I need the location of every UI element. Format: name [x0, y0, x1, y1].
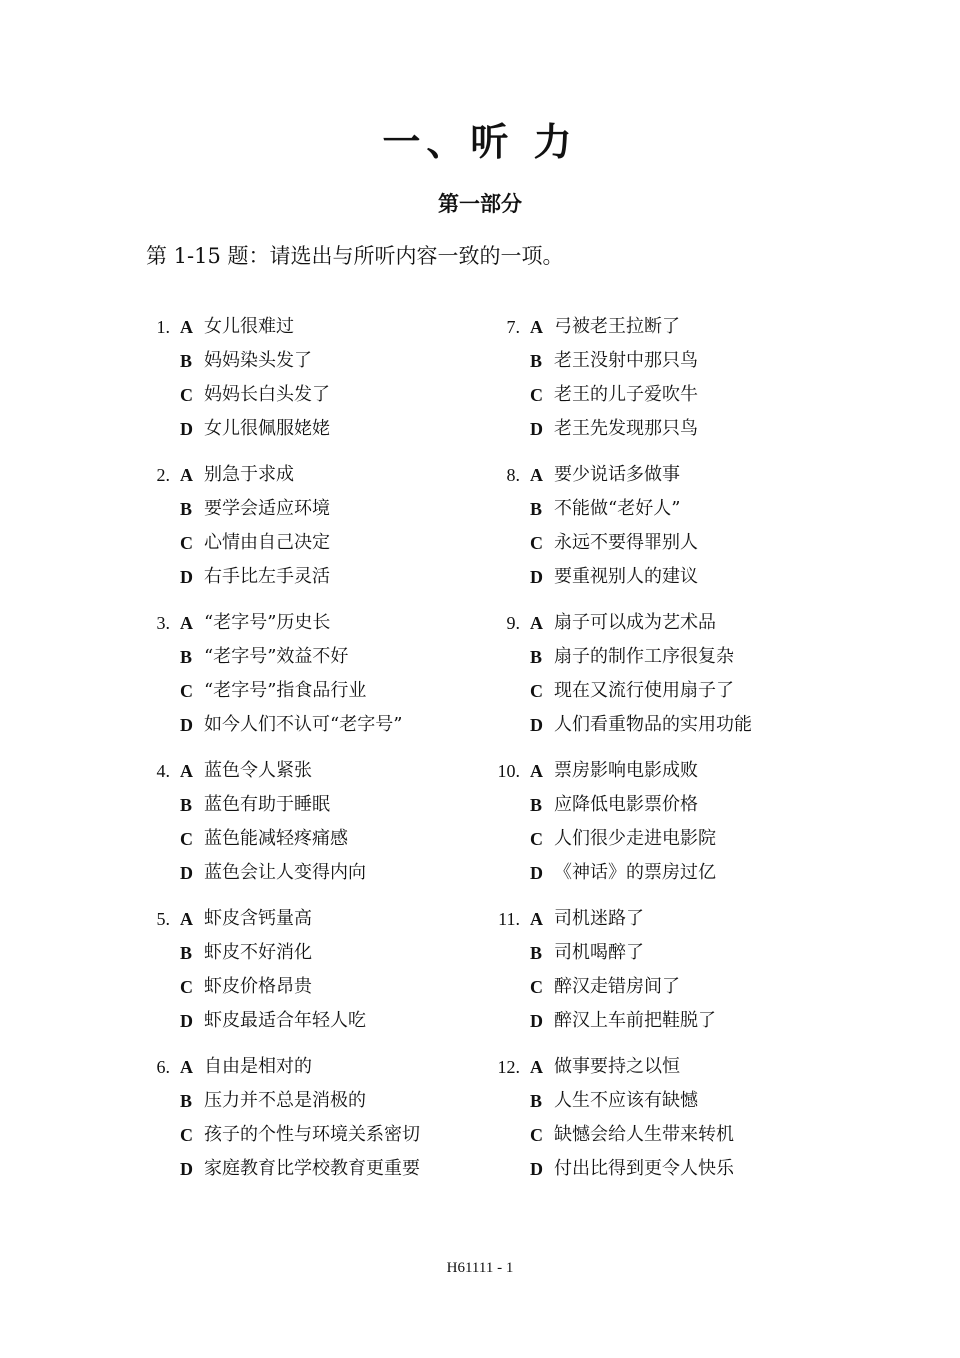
answer-option — [140, 1004, 500, 1038]
option-letter: B — [180, 943, 193, 963]
option-letter: D — [530, 1011, 543, 1031]
option-text: 票房影响电影成败 — [554, 760, 698, 781]
option-letter: B — [180, 499, 193, 519]
answer-option — [490, 1118, 850, 1152]
option-text: 蓝色令人紧张 — [204, 760, 312, 781]
answer-option — [490, 526, 850, 560]
answer-option — [490, 674, 850, 708]
answer-option — [140, 310, 500, 344]
answer-option — [140, 378, 500, 412]
option-text: “老字号”指食品行业 — [204, 680, 367, 701]
option-letter: B — [180, 1091, 193, 1111]
answer-option — [140, 526, 500, 560]
option-text: 女儿很难过 — [204, 316, 294, 337]
answer-option — [490, 754, 850, 788]
option-text: 应降低电影票价格 — [554, 794, 698, 815]
option-letter: B — [180, 351, 193, 371]
option-text: 心情由自己决定 — [204, 532, 330, 553]
option-letter: C — [530, 533, 543, 553]
question-item — [140, 458, 500, 606]
answer-option — [490, 344, 850, 378]
option-text: 要少说话多做事 — [554, 464, 680, 485]
option-text: 人生不应该有缺憾 — [554, 1090, 698, 1111]
answer-option — [140, 902, 500, 936]
answer-option — [140, 1118, 500, 1152]
answer-option — [140, 344, 500, 378]
answer-option — [140, 458, 500, 492]
option-text: 压力并不总是消极的 — [204, 1090, 366, 1111]
option-letter: C — [180, 533, 193, 553]
option-letter: A — [180, 465, 193, 485]
option-text: 妈妈染头发了 — [204, 350, 312, 371]
question-number: 9. — [506, 613, 520, 633]
option-letter: A — [180, 613, 193, 633]
option-text: 醉汉走错房间了 — [554, 976, 680, 997]
question-item — [490, 606, 850, 754]
option-text: 缺憾会给人生带来转机 — [554, 1124, 734, 1145]
option-letter: D — [530, 1159, 543, 1179]
option-letter: C — [530, 681, 543, 701]
option-text: 《神话》的票房过亿 — [554, 862, 716, 883]
option-letter: B — [180, 647, 193, 667]
option-letter: C — [180, 681, 193, 701]
option-letter: A — [530, 761, 543, 781]
option-text: 孩子的个性与环境关系密切 — [204, 1124, 420, 1145]
option-text: 老王先发现那只鸟 — [554, 418, 698, 439]
answer-option — [140, 708, 500, 742]
option-letter: D — [180, 863, 193, 883]
option-letter: B — [530, 647, 543, 667]
option-text: 别急于求成 — [204, 464, 294, 485]
question-item — [490, 458, 850, 606]
question-number: 5. — [156, 909, 170, 929]
option-text: 女儿很佩服姥姥 — [204, 418, 330, 439]
option-text: 蓝色有助于睡眠 — [204, 794, 330, 815]
option-text: 虾皮价格昂贵 — [204, 976, 312, 997]
option-text: 要学会适应环境 — [204, 498, 330, 519]
answer-option — [140, 1152, 500, 1186]
answer-option — [490, 1084, 850, 1118]
answer-option — [490, 606, 850, 640]
option-letter: D — [180, 1011, 193, 1031]
option-letter: D — [530, 419, 543, 439]
option-letter: B — [180, 795, 193, 815]
answer-option — [490, 310, 850, 344]
question-item — [140, 902, 500, 1050]
option-text: 虾皮不好消化 — [204, 942, 312, 963]
answer-option — [140, 936, 500, 970]
option-letter: D — [180, 567, 193, 587]
answer-option — [490, 708, 850, 742]
question-item — [140, 606, 500, 754]
option-letter: A — [530, 1057, 543, 1077]
answer-option — [140, 970, 500, 1004]
question-number: 8. — [506, 465, 520, 485]
question-item — [140, 1050, 500, 1198]
option-letter: C — [180, 977, 193, 997]
option-text: 扇子的制作工序很复杂 — [554, 646, 734, 667]
answer-option — [140, 412, 500, 446]
section-title: 一、听 力 — [382, 119, 578, 164]
question-number: 11. — [498, 909, 520, 929]
question-item — [490, 754, 850, 902]
option-text: 右手比左手灵活 — [204, 566, 330, 587]
option-text: 弓被老王拉断了 — [554, 316, 680, 337]
answer-option — [140, 674, 500, 708]
option-letter: D — [530, 715, 543, 735]
option-text: 蓝色会让人变得内向 — [204, 862, 366, 883]
question-number: 10. — [497, 761, 520, 781]
option-text: “老字号”历史长 — [204, 612, 331, 633]
option-text: 人们很少走进电影院 — [554, 828, 716, 849]
answer-option — [490, 970, 850, 1004]
option-letter: B — [530, 499, 543, 519]
option-text: “老字号”效益不好 — [204, 646, 349, 667]
answer-option — [490, 1050, 850, 1084]
answer-option — [140, 1050, 500, 1084]
answer-option — [140, 1084, 500, 1118]
option-text: 自由是相对的 — [204, 1056, 312, 1077]
instructions: 第 1-15 题：请选出与所听内容一致的一项。 — [146, 244, 564, 268]
option-text: 家庭教育比学校教育更重要 — [204, 1158, 420, 1179]
answer-option — [140, 822, 500, 856]
question-number: 1. — [156, 317, 170, 337]
answer-option — [490, 492, 850, 526]
option-text: 扇子可以成为艺术品 — [554, 612, 716, 633]
option-letter: B — [530, 1091, 543, 1111]
answer-option — [490, 936, 850, 970]
option-text: 如今人们不认可“老字号” — [204, 714, 403, 735]
answer-option — [490, 788, 850, 822]
answer-option — [140, 856, 500, 890]
option-letter: D — [180, 715, 193, 735]
answer-option — [490, 378, 850, 412]
option-text: 蓝色能减轻疼痛感 — [204, 828, 348, 849]
option-letter: C — [530, 385, 543, 405]
option-text: 司机喝醉了 — [554, 942, 644, 963]
option-letter: C — [530, 829, 543, 849]
option-letter: A — [180, 1057, 193, 1077]
question-number: 2. — [156, 465, 170, 485]
answer-option — [140, 788, 500, 822]
option-text: 妈妈长白头发了 — [204, 384, 330, 405]
option-text: 老王的儿子爱吹牛 — [554, 384, 698, 405]
option-letter: A — [180, 909, 193, 929]
option-letter: A — [180, 761, 193, 781]
option-text: 永远不要得罪别人 — [554, 532, 698, 553]
question-item — [140, 754, 500, 902]
question-number: 12. — [497, 1057, 520, 1077]
answer-option — [140, 492, 500, 526]
option-letter: D — [530, 567, 543, 587]
option-letter: D — [180, 1159, 193, 1179]
answer-option — [140, 606, 500, 640]
part-subtitle: 第一部分 — [438, 191, 522, 216]
option-letter: C — [180, 829, 193, 849]
option-letter: A — [530, 613, 543, 633]
option-text: 虾皮最适合年轻人吃 — [204, 1010, 366, 1031]
option-text: 做事要持之以恒 — [554, 1056, 680, 1077]
option-text: 虾皮含钙量高 — [204, 908, 312, 929]
option-text: 老王没射中那只鸟 — [554, 350, 698, 371]
question-item — [490, 310, 850, 458]
question-item — [490, 902, 850, 1050]
answer-option — [490, 560, 850, 594]
option-letter: C — [530, 1125, 543, 1145]
answer-option — [490, 856, 850, 890]
option-text: 醉汉上车前把鞋脱了 — [554, 1010, 716, 1031]
answer-option — [140, 754, 500, 788]
question-number: 3. — [156, 613, 170, 633]
questions-right-column — [490, 310, 850, 1198]
answer-option — [490, 458, 850, 492]
option-letter: B — [530, 351, 543, 371]
answer-option — [140, 640, 500, 674]
option-letter: A — [530, 909, 543, 929]
page-footer: H61111 - 1 — [446, 1260, 514, 1276]
option-letter: D — [530, 863, 543, 883]
answer-option — [490, 640, 850, 674]
option-text: 付出比得到更令人快乐 — [554, 1158, 734, 1179]
option-text: 现在又流行使用扇子了 — [554, 680, 734, 701]
question-number: 6. — [156, 1057, 170, 1077]
option-letter: A — [530, 465, 543, 485]
question-item — [140, 310, 500, 458]
option-text: 人们看重物品的实用功能 — [554, 714, 752, 735]
option-letter: A — [180, 317, 193, 337]
question-item — [490, 1050, 850, 1198]
option-letter: A — [530, 317, 543, 337]
answer-option — [140, 560, 500, 594]
option-letter: C — [180, 1125, 193, 1145]
question-number: 4. — [156, 761, 170, 781]
questions-left-column — [140, 310, 500, 1198]
option-letter: B — [530, 795, 543, 815]
option-text: 司机迷路了 — [554, 908, 644, 929]
option-text: 要重视别人的建议 — [554, 566, 698, 587]
answer-option — [490, 822, 850, 856]
question-number: 7. — [506, 317, 520, 337]
answer-option — [490, 1152, 850, 1186]
option-letter: C — [530, 977, 543, 997]
option-letter: C — [180, 385, 193, 405]
option-letter: D — [180, 419, 193, 439]
answer-option — [490, 902, 850, 936]
option-text: 不能做“老好人” — [554, 498, 681, 519]
answer-option — [490, 1004, 850, 1038]
option-letter: B — [530, 943, 543, 963]
answer-option — [490, 412, 850, 446]
